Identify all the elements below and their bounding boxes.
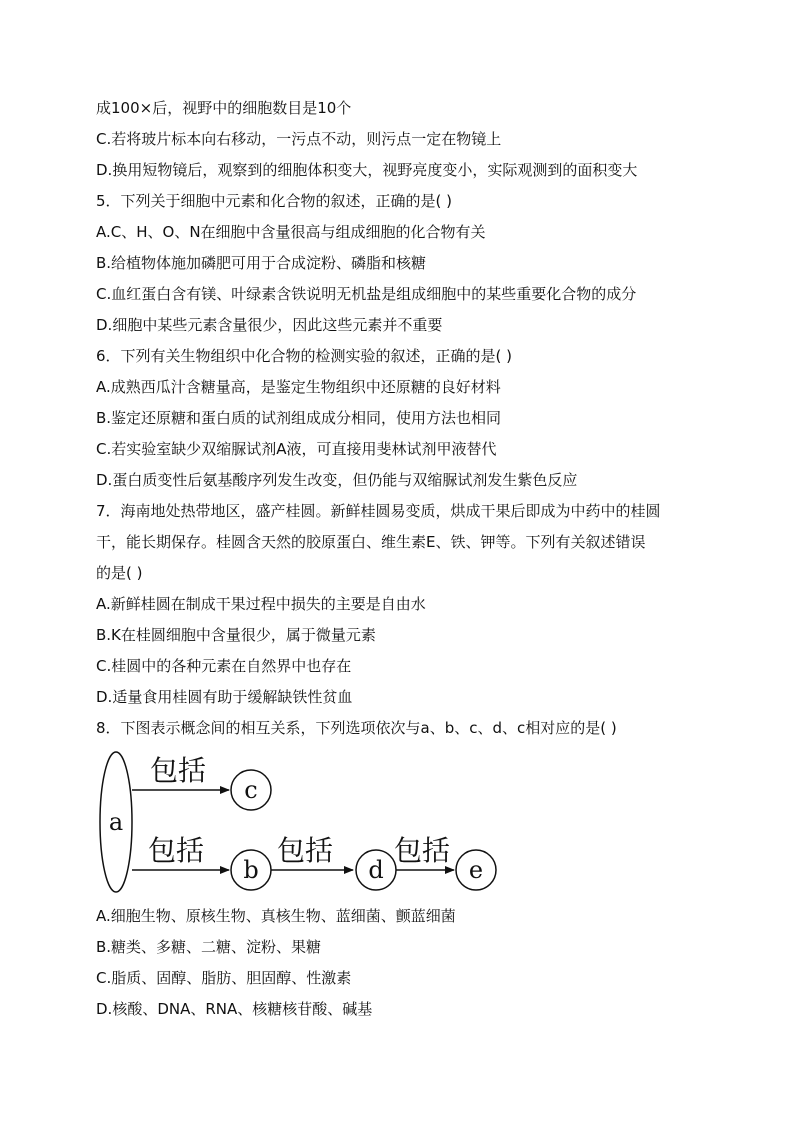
text-line: D.换用短物镜后，观察到的细胞体积变大，视野亮度变小，实际观测到的面积变大 (96, 161, 638, 179)
question-6-option-c: C.若实验室缺少双缩脲试剂A液，可直接用斐林试剂甲液替代 (96, 440, 497, 458)
question-7-stem: 7．海南地处热带地区，盛产桂圆。新鲜桂圆易变质，烘成干果后即成为中药中的桂圆 (96, 502, 661, 520)
text-line: 成100×后，视野中的细胞数目是10个 (96, 99, 352, 117)
question-8-option-d: D.核酸、DNA、RNA、核糖核苷酸、碱基 (96, 1000, 373, 1018)
question-5-option-c: C.血红蛋白含有镁、叶绿素含铁说明无机盐是组成细胞中的某些重要化合物的成分 (96, 285, 637, 303)
question-6-stem: 6．下列有关生物组织中化合物的检测实验的叙述，正确的是( ) (96, 347, 513, 365)
question-5-stem: 5．下列关于细胞中元素和化合物的叙述，正确的是( ) (96, 192, 453, 210)
question-8-option-c: C.脂质、固醇、脂肪、胆固醇、性激素 (96, 969, 352, 987)
node-b-label: b (243, 856, 259, 884)
question-8-option-a: A.细胞生物、原核生物、真核生物、蓝细菌、颤蓝细菌 (96, 907, 456, 925)
node-d-label: d (368, 856, 384, 884)
arrow-d-e-label: 包括 (393, 834, 451, 867)
question-6-option-b: B.鉴定还原糖和蛋白质的试剂组成成分相同，使用方法也相同 (96, 409, 502, 427)
question-6-option-d: D.蛋白质变性后氨基酸序列发生改变，但仍能与双缩脲试剂发生紫色反应 (96, 471, 578, 489)
concept-diagram (96, 748, 516, 896)
arrow-a-b-label: 包括 (147, 834, 205, 867)
node-c-label: c (244, 776, 258, 804)
question-7-option-b: B.K在桂圆细胞中含量很少，属于微量元素 (96, 626, 376, 644)
question-7-option-c: C.桂圆中的各种元素在自然界中也存在 (96, 657, 352, 675)
question-5-option-d: D.细胞中某些元素含量很少，因此这些元素并不重要 (96, 316, 443, 334)
arrow-b-d-label: 包括 (276, 834, 334, 867)
question-8-stem: 8．下图表示概念间的相互关系，下列选项依次与a、b、c、d、c相对应的是( ) (96, 719, 617, 737)
text-line: C.若将玻片标本向右移动，一污点不动，则污点一定在物镜上 (96, 130, 502, 148)
question-7-option-a: A.新鲜桂圆在制成干果过程中损失的主要是自由水 (96, 595, 426, 613)
node-e-label: e (468, 856, 484, 884)
question-7-stem: 的是( ) (96, 564, 143, 582)
arrow-a-c-label: 包括 (149, 754, 207, 787)
question-7-stem: 干，能长期保存。桂圆含天然的胶原蛋白、维生素E、铁、钾等。下列有关叙述错误 (96, 533, 646, 551)
question-8-option-b: B.糖类、多糖、二糖、淀粉、果糖 (96, 938, 322, 956)
question-6-option-a: A.成熟西瓜汁含糖量高，是鉴定生物组织中还原糖的良好材料 (96, 378, 501, 396)
question-5-option-b: B.给植物体施加磷肥可用于合成淀粉、磷脂和核糖 (96, 254, 427, 272)
question-5-option-a: A.C、H、O、N在细胞中含量很高与组成细胞的化合物有关 (96, 223, 486, 241)
node-a-label: a (108, 808, 124, 836)
question-7-option-d: D.适量食用桂圆有助于缓解缺铁性贫血 (96, 688, 353, 706)
